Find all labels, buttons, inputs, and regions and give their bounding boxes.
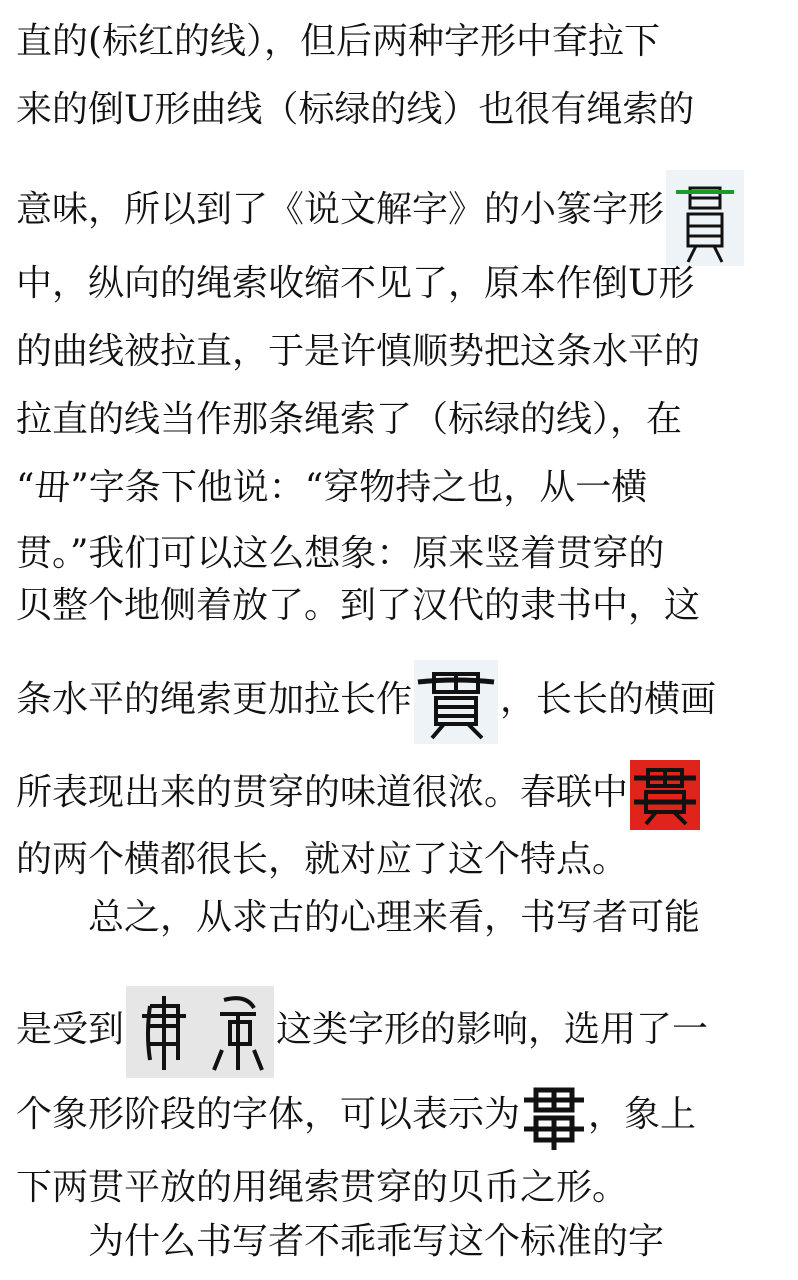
text-line bbox=[16, 660, 788, 720]
seal-script-guan-image bbox=[666, 170, 744, 266]
text-span: 个象形阶段的字体，可以表示为 bbox=[16, 1094, 521, 1135]
text-line: 贝整个地侧着放了。到了汉代的隶书中，这 bbox=[16, 585, 701, 626]
text-line bbox=[16, 1082, 788, 1142]
text-line: 为什么书写者不乖乖写这个标准的字 bbox=[88, 1221, 665, 1262]
spring-couplet-character-image bbox=[630, 760, 700, 830]
text-line: 来的倒U形曲线（标绿的线）也很有绳索的 bbox=[16, 89, 695, 130]
text-line: 直的(标红的线），但后两种字形中耷拉下 bbox=[16, 21, 661, 62]
text-line bbox=[16, 986, 788, 1050]
text-line: 贯。”我们可以这么想象：原来竖着贯穿的 bbox=[16, 533, 665, 574]
text-span: 所表现出来的贯穿的味道很浓。春联中 bbox=[16, 772, 629, 813]
clerical-script-guan-image bbox=[414, 660, 498, 744]
text-span: 这类字形的影响，选用了一 bbox=[276, 1009, 709, 1050]
text-line: 的两个横都很长，就对应了这个特点。 bbox=[16, 839, 629, 880]
text-line bbox=[16, 760, 788, 820]
text-span: 意味，所以到了《说文解字》的小篆字形 bbox=[16, 189, 665, 230]
text-line: “毌”字条下他说：“穿物持之也，从一横 bbox=[16, 467, 648, 508]
proposed-glyph-image bbox=[522, 1082, 586, 1152]
text-span: 是受到 bbox=[16, 1009, 125, 1050]
text-span: ，长长的横画 bbox=[500, 679, 717, 720]
text-line: 下两贯平放的用绳索贯穿的贝币之形。 bbox=[16, 1167, 629, 1208]
text-line: 总之，从求古的心理来看，书写者可能 bbox=[88, 897, 701, 938]
text-line bbox=[16, 164, 788, 230]
text-line: 中，纵向的绳索收缩不见了，原本作倒U形 bbox=[16, 263, 695, 304]
text-span: 条水平的绳索更加拉长作 bbox=[16, 679, 413, 720]
text-line: 的曲线被拉直，于是许慎顺势把这条水平的 bbox=[16, 331, 701, 372]
text-span: ，象上 bbox=[588, 1094, 697, 1135]
ancient-glyph-forms-image bbox=[126, 986, 274, 1078]
text-line: 拉直的线当作那条绳索了（标绿的线），在 bbox=[16, 399, 683, 440]
